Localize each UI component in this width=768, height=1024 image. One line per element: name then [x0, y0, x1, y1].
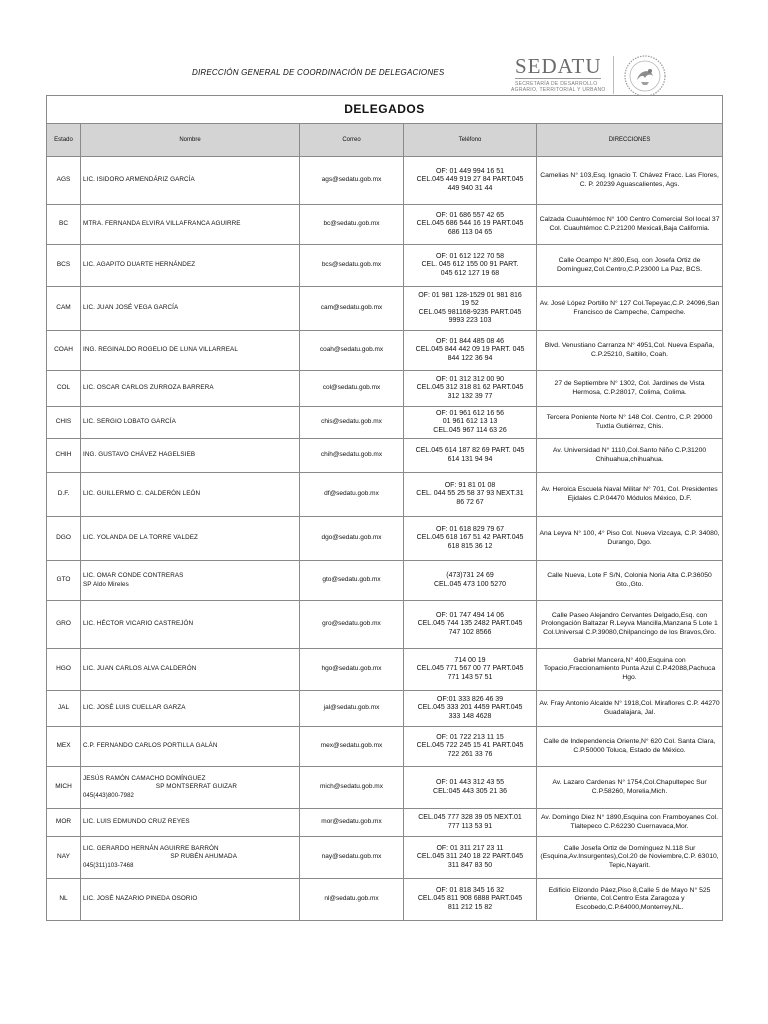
sedatu-logo [505, 54, 725, 98]
email-link[interactable]: jal@sedatu.gob.mx [300, 691, 404, 727]
column-header-estado: Estado [47, 124, 81, 157]
estado-cell: DGO [47, 517, 81, 561]
nombre-cell [81, 649, 300, 691]
telefono-cell: OF: 01 443 312 43 55 CEL:045 443 305 21 36 [404, 767, 537, 809]
estado-cell: D.F. [47, 473, 81, 517]
estado-cell: AGS [47, 157, 81, 205]
telefono-cell: OF: 01 981 128-1529 01 981 816 19 52 CEL.045 981168-9235 PART.045 9993 223 103 [404, 287, 537, 331]
nombre-cell [81, 767, 300, 809]
table-title: DELEGADOS [47, 96, 723, 124]
delegate-name: LIC. OMAR CONDE CONTRERAS [83, 572, 184, 579]
table-row [47, 371, 723, 407]
table-row [47, 473, 723, 517]
nombre-cell [81, 157, 300, 205]
nombre-cell [81, 407, 300, 439]
delegate-name: LIC. LUIS EDMUNDO CRUZ REYES [83, 818, 190, 826]
telefono-cell: OF: 01 449 994 16 51 CEL.045 449 919 27 84 PART.045 449 940 31 44 [404, 157, 537, 205]
email-link[interactable]: coah@sedatu.gob.mx [300, 331, 404, 371]
delegate-name: LIC. HÉCTOR VICARIO CASTREJÓN [83, 620, 194, 628]
estado-cell: MOR [47, 809, 81, 837]
estado-cell: COAH [47, 331, 81, 371]
table-row [47, 517, 723, 561]
delegate-name: LIC. ISIDORO ARMENDÁRIZ GARCÍA [83, 176, 195, 184]
estado-cell: GTO [47, 561, 81, 601]
email-link[interactable]: hgo@sedatu.gob.mx [300, 649, 404, 691]
mexico-coat-of-arms-icon [623, 54, 667, 98]
delegate-name: MTRA. FERNANDA ELVIRA VILLAFRANCA AGUIRRE [83, 220, 241, 228]
telefono-cell: OF: 01 818 345 16 32 CEL.045 811 908 6888 PART.045 811 212 15 82 [404, 879, 537, 921]
estado-cell: HGO [47, 649, 81, 691]
telefono-cell: OF: 01 722 213 11 15 CEL.045 722 245 15 41 PART.045 722 261 33 76 [404, 727, 537, 767]
table-row [47, 879, 723, 921]
direccion-cell: Av. Universidad N° 1110,Col.Santo Niño C.P.31200 Chihuahua,chihuahua. [537, 439, 723, 473]
table-row [47, 205, 723, 245]
nombre-cell [81, 439, 300, 473]
table-row [47, 809, 723, 837]
nombre-cell [81, 561, 300, 601]
logo-subtitle-line2: AGRARIO, TERRITORIAL Y URBANO [511, 87, 606, 93]
telefono-cell: CEL.045 777 328 39 05 NEXT.01 777 113 53 91 [404, 809, 537, 837]
column-header-direcciones: DIRECCIONES [537, 124, 723, 157]
nombre-cell [81, 727, 300, 767]
direccion-cell: Edificio Elizondo Páez,Piso 8,Calle 5 de Mayo N° 525 Oriente, Col.Centro Esta Zaragoza y Escobedo,C.P.64000,Monterrey,NL. [537, 879, 723, 921]
table-row [47, 287, 723, 331]
table-row [47, 767, 723, 809]
logo-brand: SEDATU [515, 54, 602, 78]
direccion-cell: Calle de Independencia Oriente,N° 620 Col. Santa Clara, C.P.50000 Toluca, Estado de México. [537, 727, 723, 767]
delegate-name: LIC. GUILLERMO C. CALDERÓN LEÓN [83, 490, 201, 498]
email-link[interactable]: chih@sedatu.gob.mx [300, 439, 404, 473]
email-link[interactable]: nl@sedatu.gob.mx [300, 879, 404, 921]
email-link[interactable]: mex@sedatu.gob.mx [300, 727, 404, 767]
nombre-cell [81, 473, 300, 517]
delegate-name: LIC. GERARDO HERNÁN AGUIRRE BARRÓN [83, 844, 219, 852]
table-row [47, 601, 723, 649]
estado-cell: COL [47, 371, 81, 407]
nombre-cell [81, 287, 300, 331]
delegate-name: LIC. YOLANDA DE LA TORRE VALDEZ [83, 534, 198, 542]
direccion-cell: Camelias N° 103,Esq. Ignacio T. Chávez Fracc. Las Flores, C. P. 20239 Aguascalientes, Ags. [537, 157, 723, 205]
delegate-name: LIC. OSCAR CARLOS ZURROZA BARRERA [83, 384, 214, 392]
email-link[interactable]: dgo@sedatu.gob.mx [300, 517, 404, 561]
telefono-cell: CEL.045 614 187 82 69 PART. 045 614 131 94 94 [404, 439, 537, 473]
logo-divider [515, 78, 601, 79]
direccion-cell: Av. Heroica Escuela Naval Militar N° 701, Col. Presidentes Ejidales C.P.04470 Módulos México, D.F. [537, 473, 723, 517]
nombre-cell [81, 331, 300, 371]
telefono-cell: OF: 01 312 312 00 90 CEL.045 312 318 81 62 PART.045 312 132 39 77 [404, 371, 537, 407]
delegate-name: ING. GUSTAVO CHÁVEZ HAGELSIEB [83, 451, 196, 459]
delegates-table [46, 95, 723, 921]
direccion-cell: Calzada Cuauhtémoc N° 100 Centro Comercial Sol local 37 Col. Cuauhtémoc C.P.21200 Mexicali,Baja California. [537, 205, 723, 245]
telefono-cell: OF: 01 844 485 08 46 CEL.045 844 442 09 19 PART. 045 844 122 36 94 [404, 331, 537, 371]
nombre-cell [81, 371, 300, 407]
table-row [47, 649, 723, 691]
direccion-cell: Av. Lazaro Cardenas N° 1754,Col.Chapultepec Sur C.P.58260, Morelia,Mich. [537, 767, 723, 809]
email-link[interactable]: ags@sedatu.gob.mx [300, 157, 404, 205]
logo-separator [613, 56, 614, 94]
delegate-name: LIC. AGAPITO DUARTE HERNÁNDEZ [83, 261, 196, 269]
estado-cell: BCS [47, 245, 81, 287]
nombre-cell [81, 205, 300, 245]
delegate-name: C.P. FERNANDO CARLOS PORTILLA GALÁN [83, 742, 218, 750]
table-row [47, 407, 723, 439]
delegate-name: JESÚS RAMÓN CAMACHO DOMÍNGUEZ [83, 774, 206, 782]
column-header-nombre: Nombre [81, 124, 300, 157]
telefono-cell: (473)731 24 69 CEL.045 473 100 5270 [404, 561, 537, 601]
email-link[interactable]: bc@sedatu.gob.mx [300, 205, 404, 245]
substitute-name: SP RUBÉN AHUMADA [170, 853, 237, 861]
direccion-cell: Calle Ocampo N°.890,Esq. con Josefa Ortiz de Domínguez,Col.Centro,C.P.23000 La Paz, BCS. [537, 245, 723, 287]
table-row [47, 331, 723, 371]
direccion-cell: Ana Leyva N° 100, 4° Piso Col. Nueva Vizcaya, C.P. 34080, Durango, Dgo. [537, 517, 723, 561]
email-link[interactable]: chis@sedatu.gob.mx [300, 407, 404, 439]
direccion-cell: Gabriel Mancera,N° 400,Esquina con Topacio,Fraccionamiento Punta Azul C.P.42088,Pachuca Hgo. [537, 649, 723, 691]
estado-cell: CAM [47, 287, 81, 331]
direccion-cell: Calle Nueva, Lote F S/N, Colonia Noria Alta C.P.36050 Gto.,Gto. [537, 561, 723, 601]
table-header-row [47, 124, 723, 157]
delegate-name: LIC. JUAN CARLOS ALVA CALDERÓN [83, 665, 197, 673]
telefono-cell: OF: 01 747 494 14 06 CEL.045 744 135 2482 PART.045 747 102 8566 [404, 601, 537, 649]
delegate-name: LIC. JUAN JOSÉ VEGA GARCÍA [83, 304, 179, 312]
nombre-cell [81, 879, 300, 921]
email-link[interactable]: bcs@sedatu.gob.mx [300, 245, 404, 287]
email-link[interactable]: nay@sedatu.gob.mx [300, 837, 404, 879]
table-row [47, 727, 723, 767]
delegate-name: LIC. JOSÉ LUIS CUELLAR GARZA [83, 704, 186, 712]
table-row [47, 561, 723, 601]
email-link[interactable]: mor@sedatu.gob.mx [300, 809, 404, 837]
telefono-cell: OF: 91 81 01 08 CEL. 044 55 25 58 37 93 NEXT.31 86 72 67 [404, 473, 537, 517]
email-link[interactable]: mich@sedatu.gob.mx [300, 767, 404, 809]
table-row [47, 157, 723, 205]
direccion-cell: Av. José López Portillo N° 127 Col.Tepeyac,C.P. 24096,San Francisco de Campeche, Campeche. [537, 287, 723, 331]
table-row [47, 691, 723, 727]
column-header-telefono: Teléfono [404, 124, 537, 157]
table-row [47, 837, 723, 879]
estado-cell: GRO [47, 601, 81, 649]
estado-cell: CHIS [47, 407, 81, 439]
estado-cell: MEX [47, 727, 81, 767]
email-link[interactable]: cam@sedatu.gob.mx [300, 287, 404, 331]
direccion-cell: Calle Paseo Alejandro Cervantes Delgado,Esq. con Prolongación Baltazar R.Leyva Mancilla,Manzana 5 Lote 1 Col.Universal C.P.39080,Chilpancingo de los Bravos,Gro. [537, 601, 723, 649]
direccion-cell: Blvd. Venustiano Carranza N° 4951,Col. Nueva España, C.P.25210, Saltillo, Coah. [537, 331, 723, 371]
email-link[interactable]: gro@sedatu.gob.mx [300, 601, 404, 649]
telefono-cell: 714 00 19 CEL.045 771 567 00 77 PART.045 771 143 57 51 [404, 649, 537, 691]
direccion-cell: Tercera Poniente Norte N° 148 Col. Centro, C.P. 29000 Tuxtla Gutiérrez, Chis. [537, 407, 723, 439]
delegate-name: ING. REGINALDO ROGELIO DE LUNA VILLARREAL [83, 346, 238, 354]
substitute-phone: 045(311)103-7468 [83, 862, 134, 869]
estado-cell: NAY [47, 837, 81, 879]
email-link[interactable]: df@sedatu.gob.mx [300, 473, 404, 517]
telefono-cell: OF: 01 961 612 16 56 01 961 612 13 13 CEL.045 967 114 63 26 [404, 407, 537, 439]
delegate-name: LIC. JOSÉ NAZARIO PINEDA OSORIO [83, 895, 198, 903]
table-row [47, 245, 723, 287]
telefono-cell: OF:01 333 826 46 39 CEL.045 333 201 4459 PART.045 333 148 4628 [404, 691, 537, 727]
estado-cell: BC [47, 205, 81, 245]
header-title: DIRECCIÓN GENERAL DE COORDINACIÓN DE DELEGACIONES [192, 68, 445, 77]
nombre-cell [81, 245, 300, 287]
direccion-cell: Av. Domingo Diez N° 1890,Esquina con Framboyanes Col. Tlaltepeco C.P.62230 Cuernavaca,Mor. [537, 809, 723, 837]
substitute-name: SP MONTSERRAT GUIZAR [155, 783, 237, 791]
nombre-cell [81, 837, 300, 879]
estado-cell: NL [47, 879, 81, 921]
telefono-cell: OF: 01 686 557 42 65 CEL.045 686 544 16 19 PART.045 686 113 04 65 [404, 205, 537, 245]
nombre-cell [81, 809, 300, 837]
telefono-cell: OF: 01 618 829 79 67 CEL.045 618 167 51 42 PART.045 618 815 36 12 [404, 517, 537, 561]
email-link[interactable]: col@sedatu.gob.mx [300, 371, 404, 407]
nombre-cell [81, 517, 300, 561]
telefono-cell: OF: 01 311 217 23 11 CEL.045 311 240 18 22 PART.045 311 847 83 50 [404, 837, 537, 879]
column-header-correo: Correo [300, 124, 404, 157]
telefono-cell: OF: 01 612 122 70 58 CEL. 045 612 155 00 91 PART. 045 612 127 19 68 [404, 245, 537, 287]
estado-cell: MICH [47, 767, 81, 809]
delegate-name: LIC. SERGIO LOBATO GARCÍA [83, 418, 176, 426]
substitute-name: SP Aldo Mireles [83, 580, 129, 588]
direccion-cell: Calle Josefa Ortiz de Domínguez N.118 Sur (Esquina,Av.Insurgentes),Col.20 de Noviembre,C.P. 63010, Tepic,Nayarit. [537, 837, 723, 879]
nombre-cell [81, 601, 300, 649]
logo-subtitle-line1: SECRETARÍA DE DESARROLLO [515, 81, 598, 87]
substitute-phone: 045(443)800-7982 [83, 792, 134, 799]
direccion-cell: 27 de Septiembre N° 1302, Col. Jardines de Vista Hermosa, C.P.28017, Colima, Colima. [537, 371, 723, 407]
table-row [47, 439, 723, 473]
email-link[interactable]: gto@sedatu.gob.mx [300, 561, 404, 601]
estado-cell: CHIH [47, 439, 81, 473]
direccion-cell: Av. Fray Antonio Alcalde N° 1918,Col. Miraflores C.P. 44270 Guadalajara, Jal. [537, 691, 723, 727]
nombre-cell [81, 691, 300, 727]
estado-cell: JAL [47, 691, 81, 727]
